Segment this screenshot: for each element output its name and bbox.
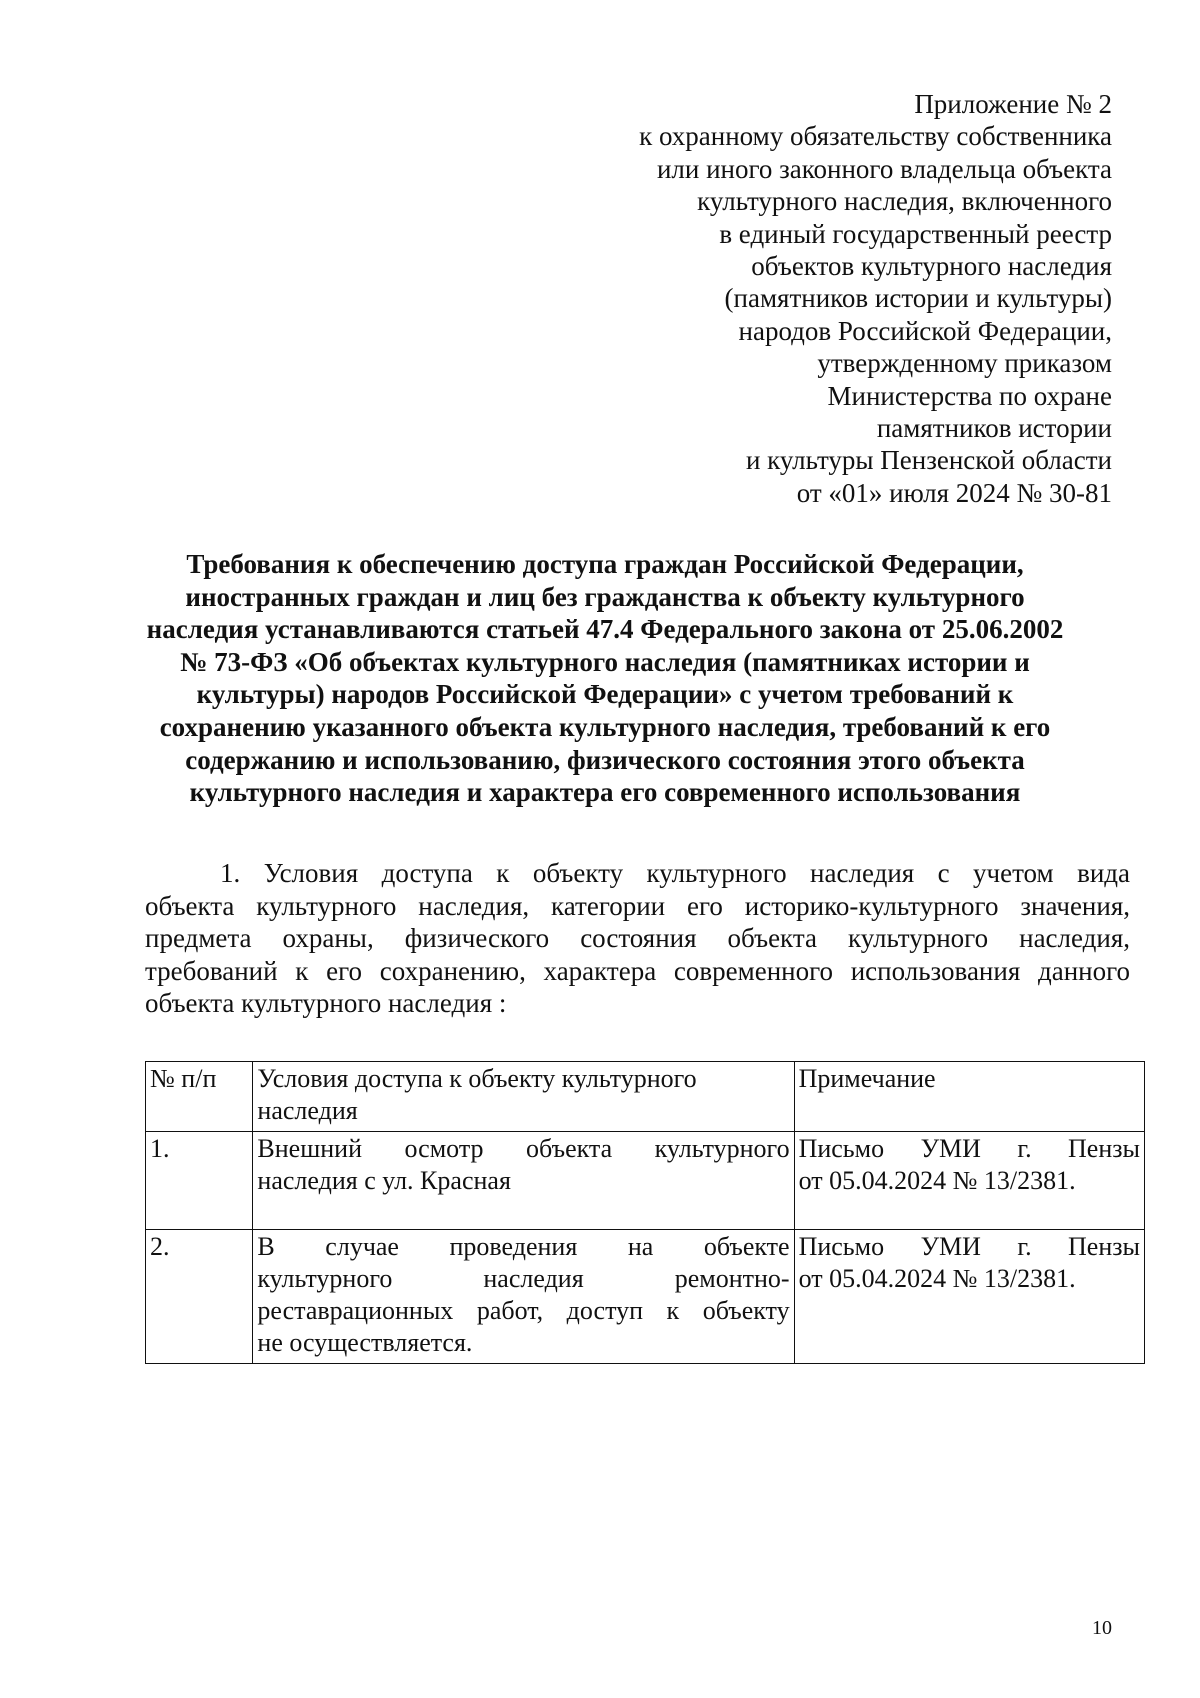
paragraph-line: предмета охраны, физического состояния объекта культурного наследия, (145, 923, 1130, 953)
row-note (794, 1230, 1144, 1364)
appendix-line: от «01» июля 2024 № 30-81 (796, 477, 1112, 508)
appendix-line: (памятников истории и культуры) (724, 283, 1112, 314)
row-condition (253, 1132, 794, 1230)
appendix-line: и культуры Пензенской области (745, 445, 1112, 476)
table-row (146, 1132, 1145, 1230)
condition-line: Внешний осмотр объекта культурного (257, 1134, 790, 1163)
note-line: от 05.04.2024 № 13/2381. (798, 1264, 1076, 1293)
condition-line: В случае проведения на объекте (257, 1232, 790, 1261)
title-line: сохранению указанного объекта культурного наследия, требований к его (159, 711, 1051, 742)
paragraph-line: 1. Условия доступа к объекту культурного наследия с учетом вида (220, 858, 1130, 888)
note-line: от 05.04.2024 № 13/2381. (798, 1166, 1076, 1195)
condition-line: не осуществляется. (257, 1328, 473, 1357)
title-line: культуры) народов Российской Федерации» с учетом требований к (196, 679, 1014, 710)
title-line: иностранных граждан и лиц без гражданства к объекту культурного (185, 581, 1025, 612)
paragraph-line: объекта культурного наследия, категории его историко-культурного значения, (145, 890, 1130, 921)
header-conditions: Условия доступа к объекту культурного наследия (253, 1062, 794, 1132)
appendix-line: народов Российской Федерации, (738, 315, 1112, 346)
page-number: 10 (1092, 1617, 1112, 1639)
appendix-line: Приложение № 2 (914, 89, 1112, 119)
row-number: 1. (146, 1132, 253, 1230)
appendix-line: или иного законного владельца объекта (656, 153, 1112, 184)
appendix-line: в единый государственный реестр (719, 218, 1112, 249)
header-number: № п/п (146, 1062, 253, 1132)
title-line: наследия устанавливаются статьей 47.4 Федерального закона от 25.06.2002 (146, 614, 1064, 645)
access-conditions-table (145, 1061, 1145, 1364)
title-line: содержанию и использованию, физического состояния этого объекта (185, 744, 1025, 775)
appendix-line: памятников истории (876, 413, 1112, 444)
note-line: Письмо УМИ г. Пензы (798, 1134, 1140, 1163)
paragraph-line: требований к его сохранению, характера современного использования данного (145, 955, 1130, 986)
appendix-line: утвержденному приказом (817, 348, 1112, 379)
condition-line: наследия с ул. Красная (257, 1166, 511, 1195)
appendix-line: к охранному обязательству собственника (639, 121, 1112, 152)
appendix-header (492, 88, 1112, 509)
title-line: Требования к обеспечению доступа граждан Российской Федерации, (186, 549, 1024, 579)
document-title (140, 548, 1070, 809)
condition-line: реставрационных работ, доступ к объекту (257, 1296, 790, 1325)
title-line: № 73-ФЗ «Об объектах культурного наследия (памятниках истории и (180, 646, 1030, 677)
note-line: Письмо УМИ г. Пензы (798, 1232, 1140, 1261)
appendix-line: объектов культурного наследия (751, 251, 1112, 282)
title-line: культурного наследия и характера его современного использования (189, 777, 1021, 808)
appendix-line: Министерства по охране (827, 380, 1112, 411)
row-condition (253, 1230, 794, 1364)
appendix-line: культурного наследия, включенного (697, 186, 1112, 217)
header-note: Примечание (794, 1062, 1144, 1132)
access-conditions-paragraph (145, 857, 1130, 1020)
row-note (794, 1132, 1144, 1230)
paragraph-line: объекта культурного наследия : (145, 988, 507, 1018)
condition-line: культурного наследия ремонтно- (257, 1264, 790, 1293)
table-row (146, 1230, 1145, 1364)
row-number: 2. (146, 1230, 253, 1364)
table-header-row (146, 1062, 1145, 1132)
